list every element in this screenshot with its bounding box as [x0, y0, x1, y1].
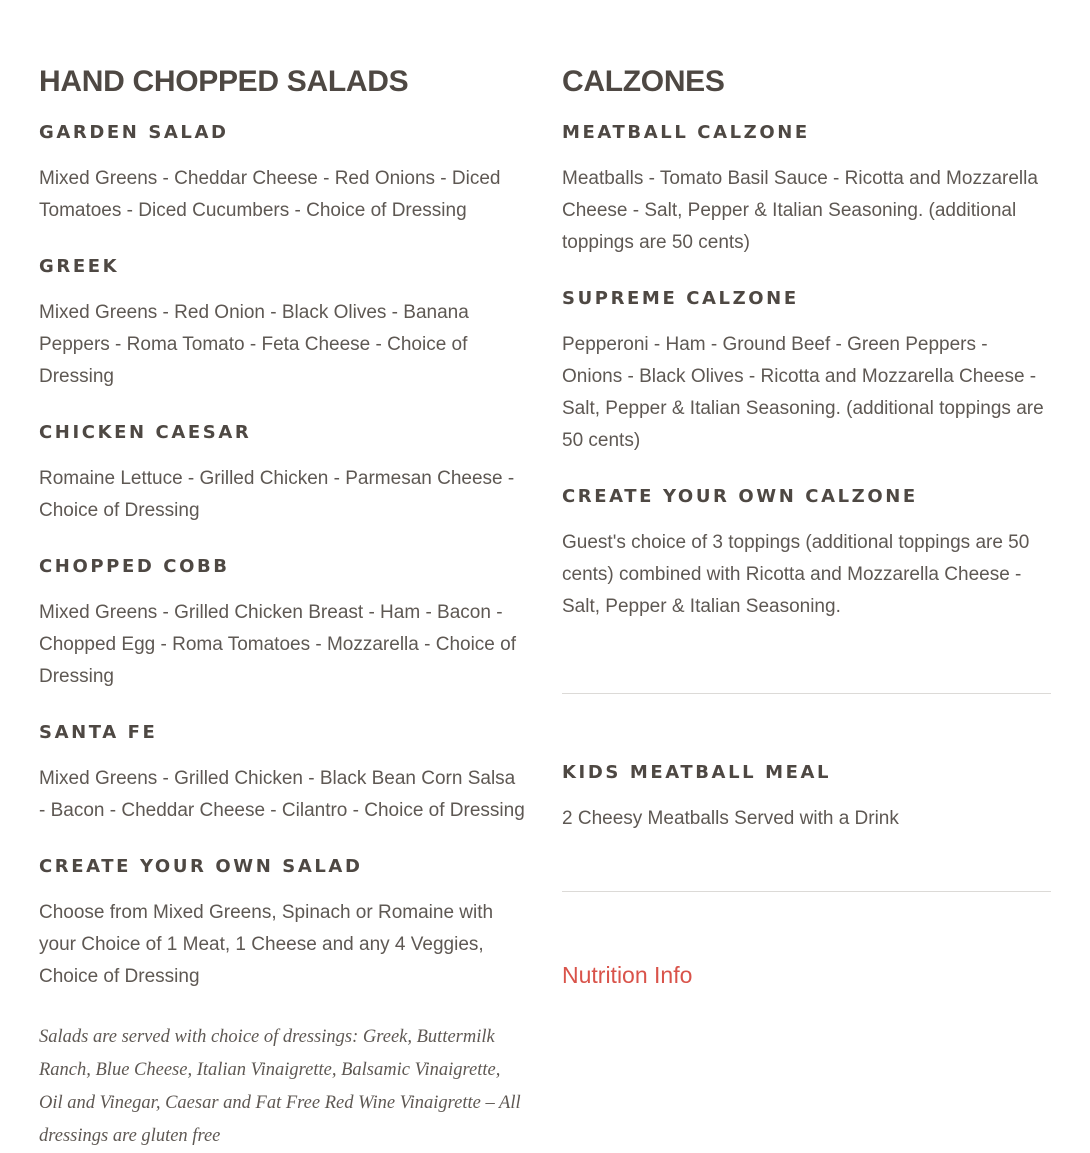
item-desc-create-your-own-calzone: Guest's choice of 3 toppings (additional toppings are 50 cents) combined with Ricotta and Mozzarella Cheese - Salt, Pepper & Italian Seasoning. — [562, 532, 1030, 617]
item-name-santa-fe: SANTA FE — [39, 722, 158, 743]
item-desc-meatball-calzone: Meatballs - Tomato Basil Sauce - Ricotta and Mozzarella Cheese - Salt, Pepper & Italian Seasoning. (additional toppings are 50 cents) — [562, 168, 1038, 253]
item-desc-create-your-own-salad: Choose from Mixed Greens, Spinach or Romaine with your Choice of 1 Meat, 1 Cheese and any 4 Veggies, Choice of Dressing — [39, 902, 494, 987]
menu-item — [39, 855, 525, 993]
item-desc-santa-fe: Mixed Greens - Grilled Chicken - Black Bean Corn Salsa - Bacon - Cheddar Cheese - Cilantro - Choice of Dressing — [39, 768, 525, 821]
item-name-meatball-calzone: MEATBALL CALZONE — [562, 122, 810, 143]
item-desc-chicken-caesar: Romaine Lettuce - Grilled Chicken - Parmesan Cheese - Choice of Dressing — [39, 468, 515, 521]
item-name-kids-meatball-meal: KIDS MEATBALL MEAL — [562, 762, 832, 783]
menu-item — [562, 121, 1052, 259]
calzones-section-title: CALZONES — [562, 65, 725, 98]
menu-item — [562, 287, 1052, 457]
item-name-chicken-caesar: CHICKEN CAESAR — [39, 422, 252, 443]
menu-item — [39, 421, 525, 527]
item-desc-kids-meatball-meal: 2 Cheesy Meatballs Served with a Drink — [562, 808, 899, 829]
menu-item — [39, 721, 525, 827]
menu-item — [562, 761, 1052, 835]
nutrition-info-link[interactable]: Nutrition Info — [562, 962, 693, 988]
salads-section-title: HAND CHOPPED SALADS — [39, 65, 409, 98]
item-desc-supreme-calzone: Pepperoni - Ham - Ground Beef - Green Peppers - Onions - Black Olives - Ricotta and Mozzarella Cheese - Salt, Pepper & Italian Seasoning. (additional toppings are 50 cents) — [562, 334, 1044, 451]
item-name-chopped-cobb: CHOPPED COBB — [39, 556, 230, 577]
item-name-supreme-calzone: SUPREME CALZONE — [562, 288, 799, 309]
item-name-create-your-own-salad: CREATE YOUR OWN SALAD — [39, 856, 363, 877]
item-name-create-your-own-calzone: CREATE YOUR OWN CALZONE — [562, 486, 918, 507]
menu-item — [39, 121, 525, 227]
item-desc-chopped-cobb: Mixed Greens - Grilled Chicken Breast - Ham - Bacon - Chopped Egg - Roma Tomatoes - Mozzarella - Choice of Dressing — [39, 602, 516, 687]
item-name-greek: GREEK — [39, 256, 120, 277]
item-desc-garden-salad: Mixed Greens - Cheddar Cheese - Red Onions - Diced Tomatoes - Diced Cucumbers - Choice of Dressing — [39, 168, 501, 221]
item-name-garden-salad: GARDEN SALAD — [39, 122, 229, 143]
menu-item — [39, 255, 525, 393]
calzones-column — [562, 60, 1052, 990]
dressings-note: Salads are served with choice of dressings: Greek, Buttermilk Ranch, Blue Cheese, Italian Vinaigrette, Balsamic Vinaigrette, Oil and Vinegar, Caesar and Fat Free Red Wine Vinaigrette – All dressings are gluten free — [39, 1027, 521, 1146]
salads-column — [39, 60, 525, 1153]
menu-item — [39, 555, 525, 693]
menu-item — [562, 485, 1052, 623]
item-desc-greek: Mixed Greens - Red Onion - Black Olives - Banana Peppers - Roma Tomato - Feta Cheese - Choice of Dressing — [39, 302, 469, 387]
